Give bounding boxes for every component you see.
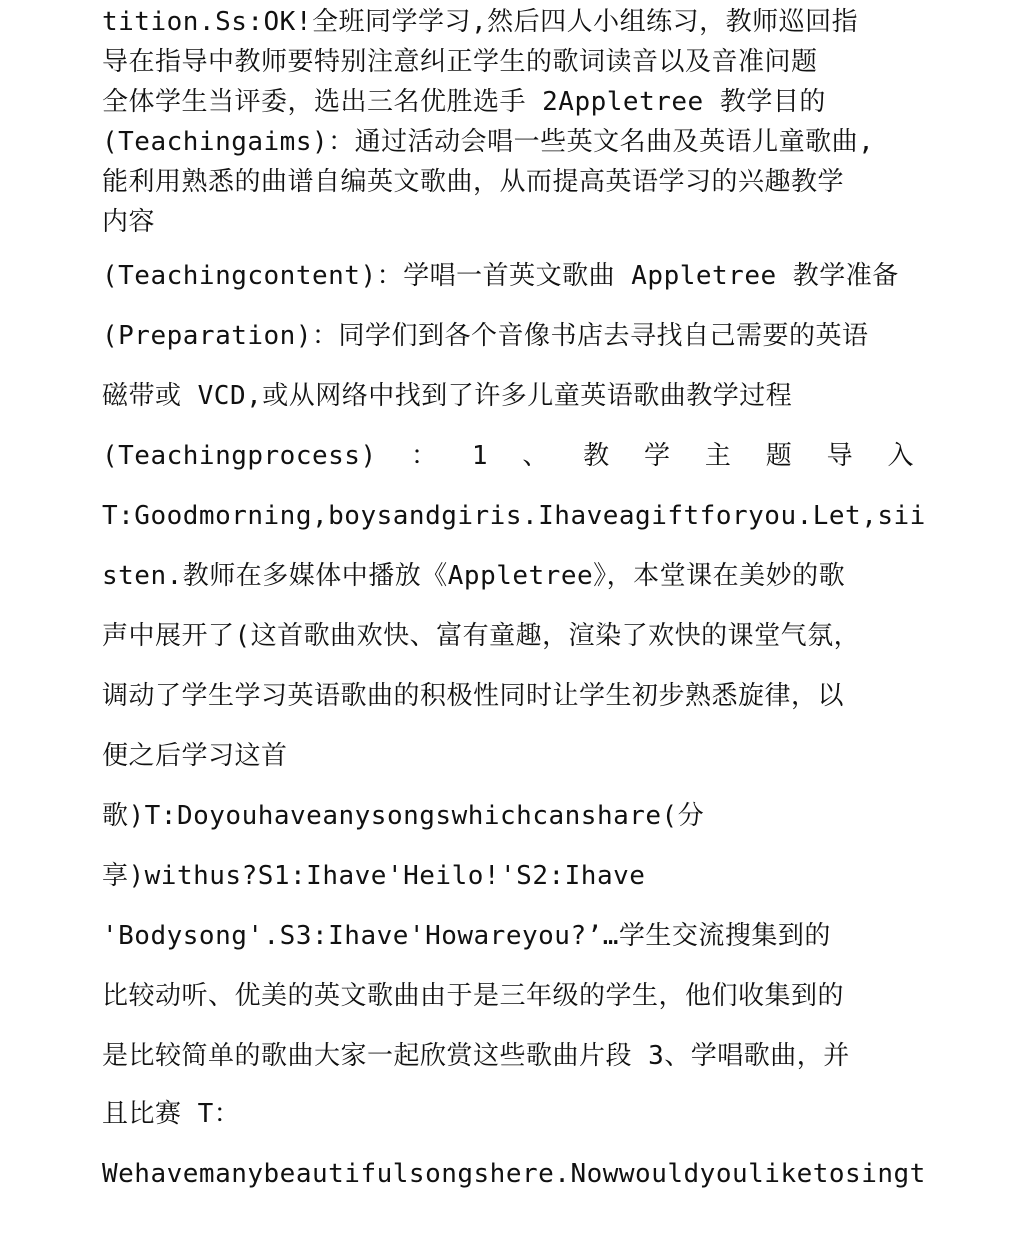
text-segment: 教 bbox=[583, 441, 610, 471]
text-segment: 题 bbox=[765, 441, 793, 471]
text-line: 便之后学习这首 bbox=[102, 741, 288, 771]
text-line: Wehavemanybeautifulsongshere.Nowwouldyouliketosingt bbox=[102, 1159, 926, 1189]
text-segment: 主 bbox=[704, 441, 732, 471]
text-line: T:Goodmorning,boysandgiris.Ihaveagiftforyou.Let,sii bbox=[102, 501, 926, 531]
text-line: 调动了学生学习英语歌曲的积极性同时让学生初步熟悉旋律，以 bbox=[102, 681, 845, 711]
text-segment: (Teachingprocess) bbox=[102, 441, 377, 471]
text-line: (Preparation)：同学们到各个音像书店去寻找自己需要的英语 bbox=[102, 321, 869, 351]
text-line: 歌)T:Doyouhaveanysongswhichcanshare(分 bbox=[102, 801, 705, 831]
text-line: 磁带或 VCD,或从网络中找到了许多儿童英语歌曲教学过程 bbox=[102, 381, 793, 411]
text-segment: 、 bbox=[522, 441, 549, 471]
text-segment: 入 bbox=[887, 441, 914, 471]
text-line: (Teachingcontent)：学唱一首英文歌曲 Appletree 教学准备 bbox=[102, 261, 899, 291]
text-line: 'Bodysong'.S3:Ihave'Howareyou?’…学生交流搜集到的 bbox=[102, 921, 831, 951]
text-segment: 学 bbox=[644, 441, 671, 471]
text-line: 导在指导中教师要特别注意纠正学生的歌词读音以及音准问题 bbox=[102, 47, 818, 77]
text-segment: 1 bbox=[471, 441, 488, 471]
text-line: (Teachingaims)：通过活动会唱一些英文名曲及英语儿童歌曲, bbox=[102, 127, 875, 157]
text-line: 是比较简单的歌曲大家一起欣赏这些歌曲片段 3、学唱歌曲，并 bbox=[102, 1041, 850, 1071]
text-line: 内容 bbox=[102, 207, 156, 237]
text-line: 享)withus?S1:Ihave'Heilo!'S2:Ihave bbox=[102, 861, 646, 891]
text-line: 且比赛 T： bbox=[102, 1099, 241, 1129]
text-line: 全体学生当评委，选出三名优胜选手 2Appletree 教学目的 bbox=[102, 87, 826, 117]
process-heading-line bbox=[102, 440, 914, 472]
text-segment: 导 bbox=[826, 441, 854, 471]
text-line: 声中展开了(这首歌曲欢快、富有童趣，渲染了欢快的课堂气氛， bbox=[102, 621, 861, 651]
text-line: tition.Ss:OK!全班同学学习,然后四人小组练习，教师巡回指 bbox=[102, 7, 859, 37]
text-line: sten.教师在多媒体中播放《Appletree》，本堂课在美妙的歌 bbox=[102, 561, 846, 591]
text-segment: ： bbox=[410, 441, 438, 471]
text-line: 比较动听、优美的英文歌曲由于是三年级的学生，他们收集到的 bbox=[102, 981, 845, 1011]
text-line: 能利用熟悉的曲谱自编英文歌曲，从而提高英语学习的兴趣教学 bbox=[102, 167, 845, 197]
